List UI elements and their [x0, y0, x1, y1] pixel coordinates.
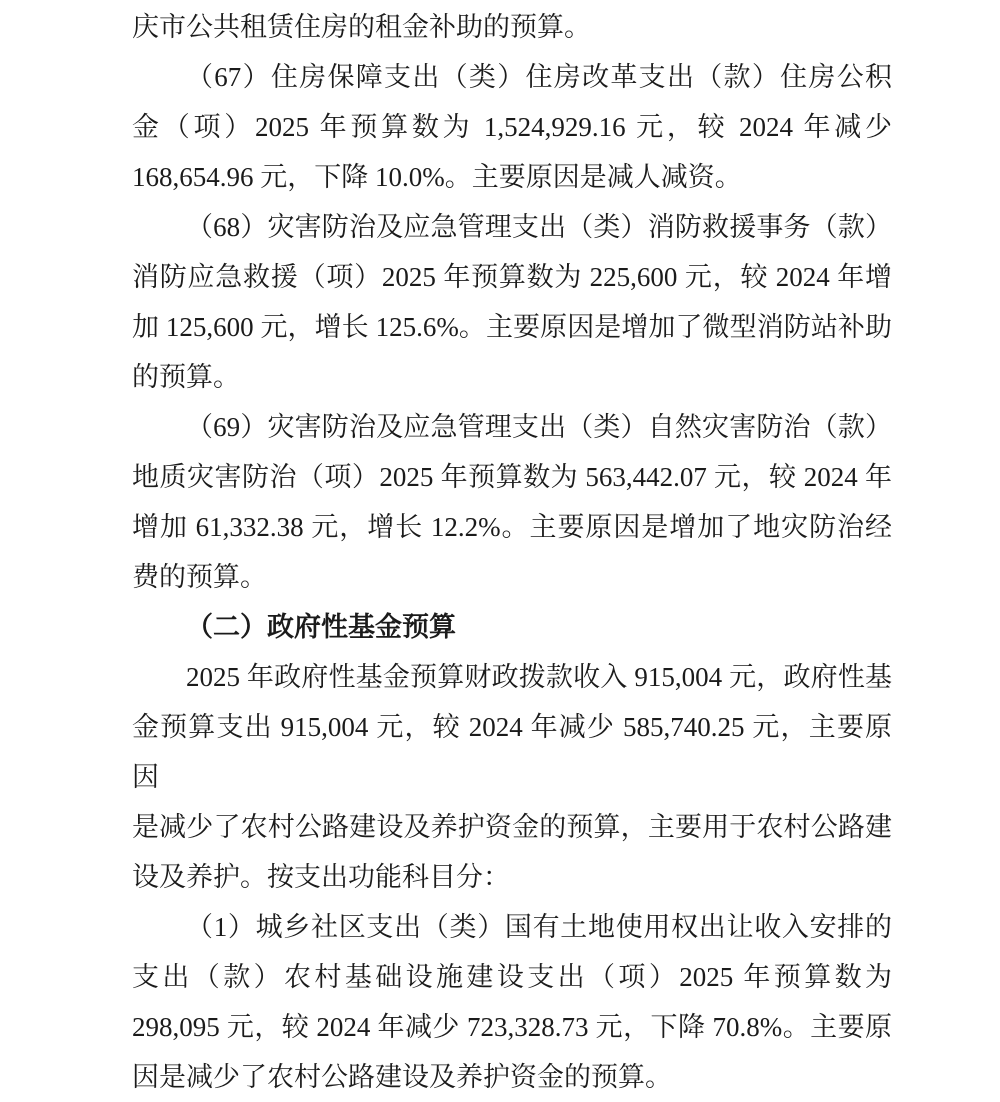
text-line: 庆市公共租赁住房的租金补助的预算。 [132, 12, 591, 42]
text-line: 298,095 元，较 2024 年减少 723,328.73 元，下降 70.8%。主要原 [132, 1012, 892, 1042]
text-line: 金（项）2025 年预算数为 1,524,929.16 元，较 2024 年减少 [132, 112, 892, 142]
text-line: 是减少了农村公路建设及养护资金的预算，主要用于农村公路建 [132, 812, 892, 842]
text-line: （1）城乡社区支出（类）国有土地使用权出让收入安排的 [186, 912, 892, 942]
text-line: 增加 61,332.38 元，增长 12.2%。主要原因是增加了地灾防治经 [132, 512, 892, 542]
text-line: 地质灾害防治（项）2025 年预算数为 563,442.07 元，较 2024 年 [132, 462, 892, 492]
paragraph [132, 2, 892, 52]
text-line: （69）灾害防治及应急管理支出（类）自然灾害防治（款） [186, 412, 892, 442]
text-line: 设及养护。按支出功能科目分： [132, 862, 510, 892]
text-line: 的预算。 [132, 362, 240, 392]
paragraph [132, 652, 892, 902]
paragraph [132, 52, 892, 202]
text-line: 支出（款）农村基础设施建设支出（项）2025 年预算数为 [132, 962, 892, 992]
paragraph [132, 402, 892, 602]
text-line: 费的预算。 [132, 562, 267, 592]
text-line: 加 125,600 元，增长 125.6%。主要原因是增加了微型消防站补助 [132, 312, 892, 342]
paragraph [132, 202, 892, 402]
document-body [132, 2, 892, 1102]
text-line: （67）住房保障支出（类）住房改革支出（款）住房公积 [186, 62, 892, 92]
text-line: （68）灾害防治及应急管理支出（类）消防救援事务（款） [186, 212, 892, 242]
text-line: （二）政府性基金预算 [186, 612, 456, 642]
section-heading [132, 602, 892, 652]
text-line: 168,654.96 元，下降 10.0%。主要原因是减人减资。 [132, 162, 742, 192]
text-line: 因是减少了农村公路建设及养护资金的预算。 [132, 1062, 672, 1092]
paragraph [132, 902, 892, 1102]
text-line: 金预算支出 915,004 元，较 2024 年减少 585,740.25 元，主要原因 [132, 712, 892, 792]
text-line: 消防应急救援（项）2025 年预算数为 225,600 元，较 2024 年增 [132, 262, 892, 292]
text-line: 2025 年政府性基金预算财政拨款收入 915,004 元，政府性基 [186, 662, 892, 692]
